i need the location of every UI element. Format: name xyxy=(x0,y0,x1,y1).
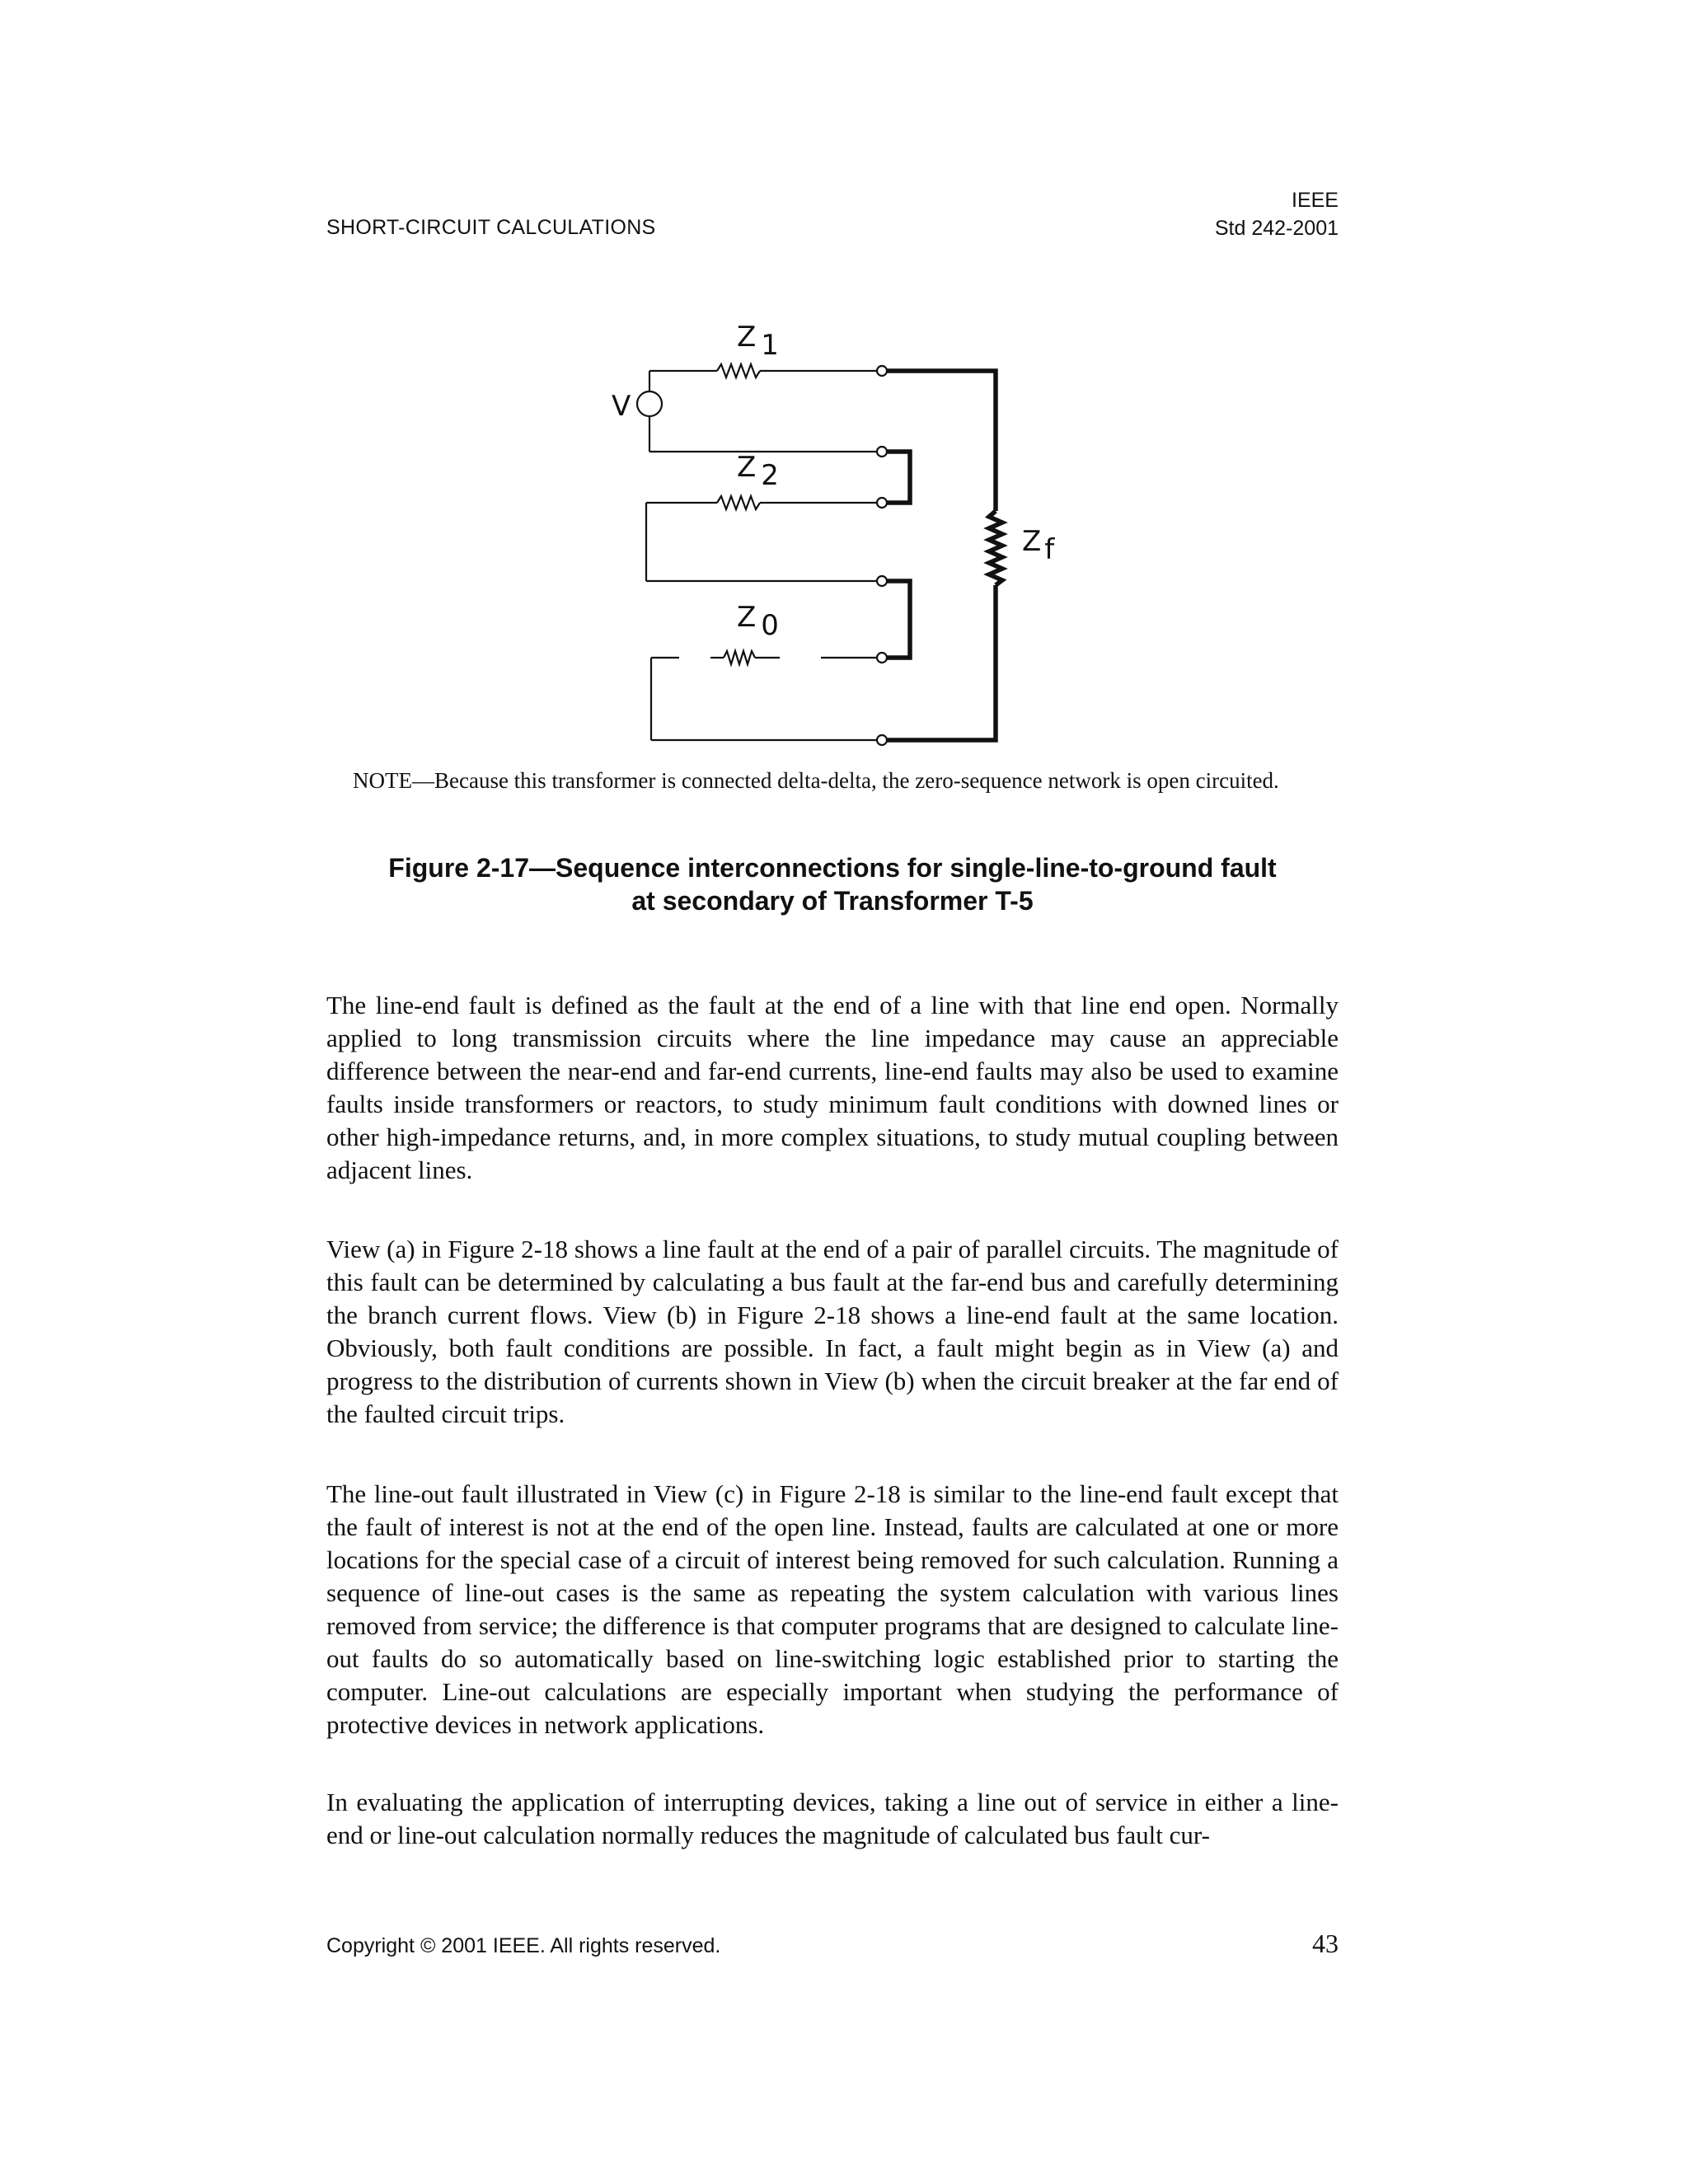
zf-resistor xyxy=(989,511,1002,585)
sequence-network-diagram xyxy=(577,305,1137,766)
voltage-label: V xyxy=(612,390,631,423)
terminal xyxy=(877,366,887,376)
figure-caption xyxy=(326,851,1339,917)
body-paragraph-3: The line-out fault illustrated in View (c) in Figure 2-18 is similar to the line-end fault except that the fault of interest is not at the end of the open line. Instead, faults are calculated at one or more locations for the special case of a circuit of interest being removed for such calculation. Running a sequence of line-out cases is the same as repeating the system calculation with various lines removed from service; the difference is that computer programs that are designed to calculate line-out faults do so automatically based on line-switching logic established prior to starting the computer. Line-out calculations are especially important when studying the performance of protective devices in network applications. xyxy=(326,1479,1339,1739)
z1-label: Z 1 xyxy=(737,321,779,362)
z0-resistor xyxy=(724,651,755,664)
running-header-title: SHORT-CIRCUIT CALCULATIONS xyxy=(326,216,656,239)
z0-label: Z 0 xyxy=(737,601,779,642)
voltage-source xyxy=(637,391,662,416)
copyright-notice: Copyright © 2001 IEEE. All rights reserved. xyxy=(326,1934,721,1957)
header-org: IEEE xyxy=(1292,189,1339,212)
figure-caption-line-1: Figure 2-17—Sequence interconnections for single-line-to-ground fault xyxy=(388,853,1277,883)
figure-note: NOTE—Because this transformer is connected delta-delta, the zero-sequence network is open circuited. xyxy=(353,768,1279,793)
jumper-z1-z2 xyxy=(887,452,910,503)
running-header-standard xyxy=(1215,186,1339,242)
body-paragraph-1: The line-end fault is defined as the fault at the end of a line with that line end open. Normally applied to long transmission circuits where the line impedance may cause an appreciable difference between the near-end and far-end currents, line-end faults may also be used to examine faults inside transformers or reactors, to study minimum fault conditions with downed lines or other high-impedance returns, and, in more complex situations, to study mutual coupling between adjacent lines. xyxy=(326,991,1339,1184)
terminal xyxy=(877,653,887,663)
zf-label: Z f xyxy=(1022,525,1055,566)
jumper-ground-zf xyxy=(887,585,996,740)
terminal xyxy=(877,498,887,508)
header-standard-number: Std 242-2001 xyxy=(1214,217,1339,240)
z2-label: Z 2 xyxy=(737,451,779,492)
terminal xyxy=(877,447,887,457)
terminal xyxy=(877,576,887,586)
z2-resistor xyxy=(717,496,760,509)
terminal xyxy=(877,735,887,745)
body-paragraph-2: View (a) in Figure 2-18 shows a line fault at the end of a pair of parallel circuits. The magnitude of this fault can be determined by calculating a bus fault at the far-end bus and carefully determining the branch current flows. View (b) in Figure 2-18 shows a line-end fault at the same location. Obviously, both fault conditions are possible. In fact, a fault might begin as in View (a) and progress to the distribution of currents shown in View (b) when the circuit breaker at the far end of the faulted circuit trips. xyxy=(326,1235,1339,1428)
jumper-z2-z0 xyxy=(887,581,910,658)
figure-caption-line-2: at secondary of Transformer T-5 xyxy=(631,886,1034,916)
page-number: 43 xyxy=(1312,1929,1339,1958)
z1-resistor xyxy=(717,364,760,377)
jumper-z1-zf xyxy=(887,371,996,511)
body-paragraph-4: In evaluating the application of interrupting devices, taking a line out of service in either a line-end or line-out calculation normally reduces the magnitude of calculated bus fault cur- xyxy=(326,1788,1339,1849)
